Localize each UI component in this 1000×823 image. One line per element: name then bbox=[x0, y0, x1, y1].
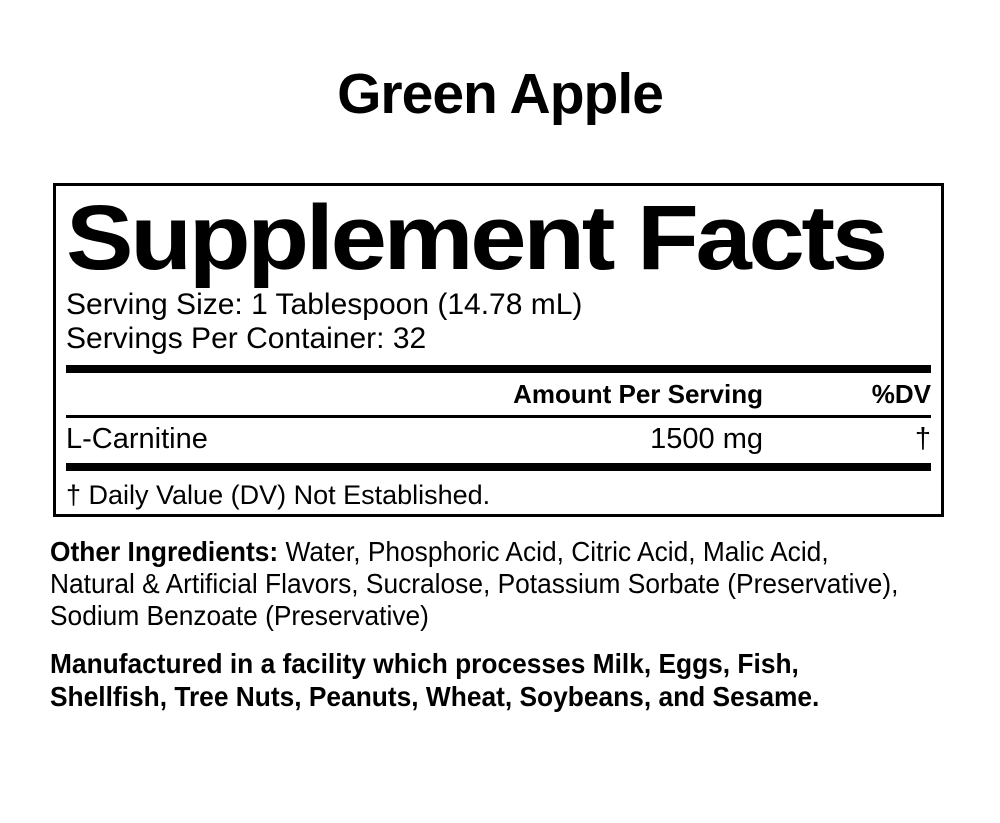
header-percent-dv: %DV bbox=[871, 379, 931, 409]
flavor-title: Green Apple bbox=[337, 62, 663, 126]
ingredient-dv-dagger: † bbox=[914, 423, 931, 455]
other-ingredients-text: Water, Phosphoric Acid, Citric Acid, Malic Acid, bbox=[285, 536, 829, 567]
dv-footnote: † Daily Value (DV) Not Established. bbox=[66, 480, 491, 510]
other-ingredients-paragraph bbox=[50, 536, 943, 632]
table-row bbox=[66, 418, 931, 463]
allergen-line: Shellfish, Tree Nuts, Peanuts, Wheat, Soybeans, and Sesame. bbox=[50, 681, 820, 712]
ingredient-name: L-Carnitine bbox=[66, 423, 208, 455]
divider-bar-bottom bbox=[66, 463, 931, 471]
allergen-line: Manufactured in a facility which processes Milk, Eggs, Fish, bbox=[50, 648, 799, 679]
ingredient-amount: 1500 mg bbox=[650, 423, 763, 455]
serving-size-text: Serving Size: 1 Tablespoon (14.78 mL) bbox=[66, 288, 583, 321]
below-panel-text bbox=[50, 536, 1000, 713]
servings-per-container-text: Servings Per Container: 32 bbox=[66, 322, 427, 355]
other-ingredients-line: Sodium Benzoate (Preservative) bbox=[50, 600, 429, 631]
table-header-row bbox=[66, 373, 931, 415]
header-amount-per-serving: Amount Per Serving bbox=[513, 379, 763, 409]
allergen-statement bbox=[50, 647, 943, 713]
other-ingredients-line bbox=[50, 536, 943, 568]
supplement-facts-panel bbox=[53, 183, 944, 517]
supplement-facts-heading: Supplement Facts bbox=[66, 187, 885, 289]
other-ingredients-label: Other Ingredients: bbox=[50, 536, 279, 567]
other-ingredients-line: Natural & Artificial Flavors, Sucralose, Potassium Sorbate (Preservative), bbox=[50, 568, 899, 599]
divider-bar-top bbox=[66, 365, 931, 373]
